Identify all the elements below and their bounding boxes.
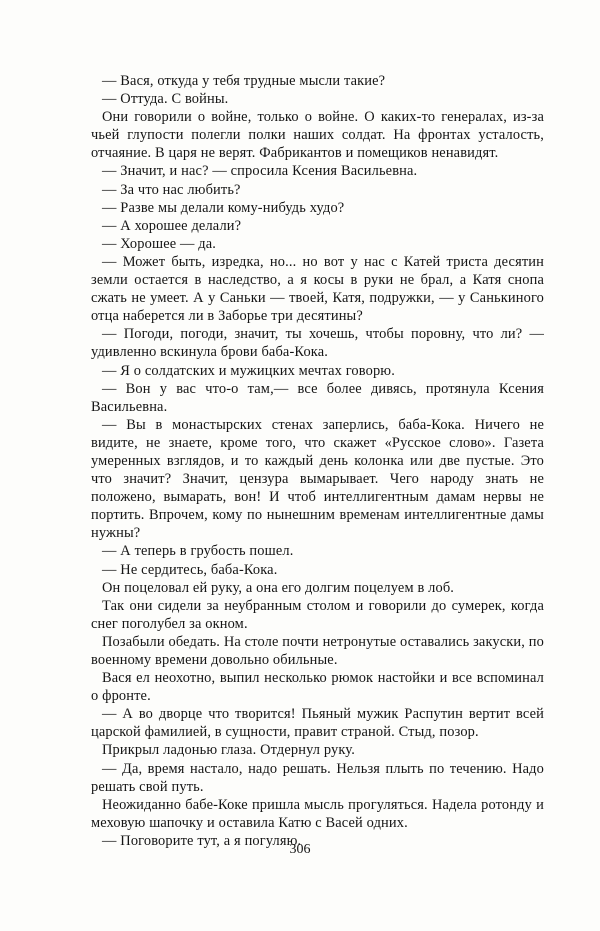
paragraph-15: — Не сердитесь, баба-Кока. — [102, 561, 278, 578]
paragraph-2: — Оттуда. С войны. — [102, 91, 229, 108]
paragraph-8: — Хорошее — да. — [102, 235, 217, 252]
paragraph-4: — Значит, и нас? — спросила Ксения Васильевна. — [102, 163, 418, 180]
paragraph-18: Позабыли обедать. На столе почти нетронутые оставались закуски, по военному времени довольно обильные. — [91, 633, 544, 668]
body-text — [91, 72, 544, 850]
paragraph-17: Так они сидели за неубранным столом и говорили до сумерек, когда снег поголубел за окном. — [91, 597, 544, 632]
paragraph-1: — Вася, откуда у тебя трудные мысли такие? — [102, 73, 386, 89]
paragraph-5: — За что нас любить? — [102, 181, 241, 198]
page-number: 306 — [289, 842, 311, 857]
paragraph-11: — Я о солдатских и мужицких мечтах говорю. — [102, 362, 395, 379]
paragraph-7: — А хорошее делали? — [102, 217, 242, 234]
paragraph-21: Прикрыл ладонью глаза. Отдернул руку. — [102, 742, 355, 759]
paragraph-10: — Погоди, погоди, значит, ты хочешь, чтобы поровну, что ли? — удивленно вскинула брови баба-Кока. — [91, 326, 544, 361]
paragraph-16: Он поцеловал ей руку, а она его долгим поцелуем в лоб. — [102, 579, 455, 596]
paragraph-19: Вася ел неохотно, выпил несколько рюмок настойки и все вспоминал о фронте. — [91, 670, 544, 705]
paragraph-9: — Может быть, изредка, но... но вот у нас с Катей триста десятин земли остается в наследство, а я косы в руки не брал, а Катя снопа сжать не умеет. А у Саньки — твоей, Катя, подружки, — у Санькиного отца наберется ли в Заборье три десятины? — [91, 253, 544, 325]
paragraph-13: — Вы в монастырских стенах заперлись, баба-Кока. Ничего не видите, не знаете, кроме того, что скажет «Русское слово». Газета умеренных взглядов, и то каждый день колонка или две пустые. Это что значит? Значит, цензура вымарывает. Чего народу знать не положено, вымарать, вон! И чтоб интеллигентным дамам нервы не портить. Впрочем, кому по нынешним временам интеллигентные дамы нужны? — [91, 416, 544, 542]
paragraph-12: — Вон у вас что-о там,— все более дивясь, протянула Ксения Васильевна. — [91, 380, 544, 415]
paragraph-24: — Поговорите тут, а я погуляю. — [102, 832, 302, 849]
paragraph-3: Они говорили о войне, только о войне. О каких-то генералах, из-за чьей глупости полегли полки наших солдат. На фронтах усталость, отчаяние. В царя не верят. Фабрикантов и помещиков ненавидят. — [91, 109, 544, 162]
paragraph-6: — Разве мы делали кому-нибудь худо? — [102, 199, 345, 216]
paragraph-23: Неожиданно бабе-Коке пришла мысль прогуляться. Надела ротонду и меховую шапочку и оставила Катю с Васей одних. — [91, 796, 544, 831]
paragraph-22: — Да, время настало, надо решать. Нельзя плыть по течению. Надо решать свой путь. — [91, 760, 544, 795]
paragraph-14: — А теперь в грубость пошел. — [102, 543, 294, 560]
paragraph-20: — А во дворце что творится! Пьяный мужик Распутин вертит всей царской фамилией, в сущности, правит страной. Стыд, позор. — [91, 706, 544, 741]
